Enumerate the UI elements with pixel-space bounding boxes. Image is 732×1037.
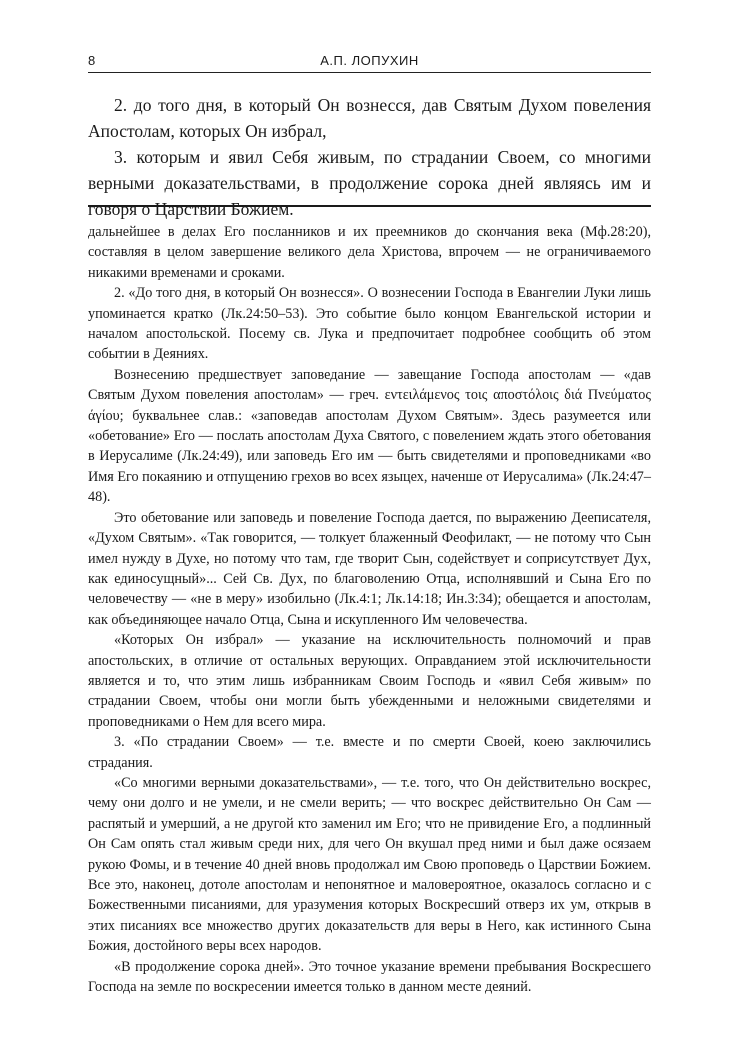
commentary-paragraph: «Со многими верными доказательствами», — т.е. того, что Он действительно воскрес, чему они долго и не умели, и не смели верить; — что воскрес действительно Он Сам — распятый и умерший, а не другой кто заменил им Его; что не привидение Его, а подлинный Он Сам опять стал живым среди них, для чего Он вкушал пред ними и был даже осязаем рукою Фомы, и в течение 40 дней вновь продолжал им Свою проповедь о Царствии Божием. Все это, наконец, дотоле апостолам и непонятное и маловероятное, оказалось согласно и с Божественными писаниями, для уразумения которых Воскресший отверз их ум, открыв в этих писаниях все множество других доказательств для веры в Него, как истинного Сына Божия, достойного веры всех народов. xyxy=(88,774,651,955)
commentary-paragraph: Вознесению предшествует заповедание — завещание Господа апостолам — «дав Святым Духом повеления апостолам» — греч. εντειλάμενος τοις αποστόλοις διά Πνεύματος άγίου; буквальнее слав.: «заповедав апостолам Духом Святым». Здесь разумеется или «обетование» Его — послать апостолам Духа Святого, с повелением ждать этого обетования в Иерусалиме (Лк.24:49), или заповедь Его им — быть свидетелями и проповедниками «во Имя Его покаянию и отпущению грехов во всех языцех, наченше от Иерусалима» (Лк.24:47–48). xyxy=(88,366,651,506)
commentary-paragraph: 2. «До того дня, в который Он вознесся». О вознесении Господа в Евангелии Луки лишь упоминается кратко (Лк.24:50–53). Это событие было концом Евангельской истории и началом апостольской. Посему св. Лука и предпочитает подробнее сообщить об этом событии в Деяниях. xyxy=(88,285,651,363)
book-page xyxy=(88,0,651,1037)
commentary-paragraph: «В продолжение сорока дней». Это точное указание времени пребывания Воскресшего Господа на земле по воскресении имеется только в данном месте деяний. xyxy=(88,958,651,996)
commentary-paragraph: дальнейшее в делах Его посланников и их преемников до скончания века (Мф.28:20), составляя в целом завершение великого дела Христова, впрочем — не ограничиваемого никакими временами и сроками. xyxy=(88,224,651,281)
verse-3: 3. которым и явил Себя живым, по страдании Своем, со многими верными доказательствами, в продолжение сорока дней являясь им и говоря о Царствии Божием. xyxy=(88,147,651,219)
verse-2: 2. до того дня, в который Он вознесся, дав Святым Духом повеления Апостолам, которых Он избрал, xyxy=(88,95,651,141)
running-head-author: А.П. ЛОПУХИН xyxy=(320,53,419,68)
commentary-paragraph: «Которых Он избрал» — указание на исключительность полномочий и прав апостольских, в отличие от остальных верующих. Оправданием этой исключительности является и то, что этим лишь избранникам Своим Господь и «явил Себя живым» по страдании Своем, чтобы они могли быть убежденными и неложными свидетелями и проповедниками о Нем для всего мира. xyxy=(88,632,651,730)
commentary-paragraph: 3. «По страдании Своем» — т.е. вместе и по смерти Своей, коею заключились страдания. xyxy=(88,734,651,771)
section-divider xyxy=(88,205,651,207)
running-header xyxy=(88,52,651,73)
commentary-text xyxy=(88,222,651,997)
page-number: 8 xyxy=(88,53,96,68)
scripture-verses xyxy=(88,92,651,222)
commentary-paragraph: Это обетование или заповедь и повеление Господа дается, по выражению Дееписателя, «Духом Святым». «Так говорится, — толкует блаженный Феофилакт, — не потому что Сын имел нужду в Духе, но потому что там, где творит Сын, содействует и соприсутствует Дух, как единосущный»... Сей Св. Дух, по благоволению Отца, исполнявший и Сына Его по человечеству — «не в меру» изобильно (Лк.4:1; Лк.14:18; Ин.3:34); обещается и апостолам, как объединяющее начало Отца, Сына и искупленного Им человечества. xyxy=(88,509,651,628)
